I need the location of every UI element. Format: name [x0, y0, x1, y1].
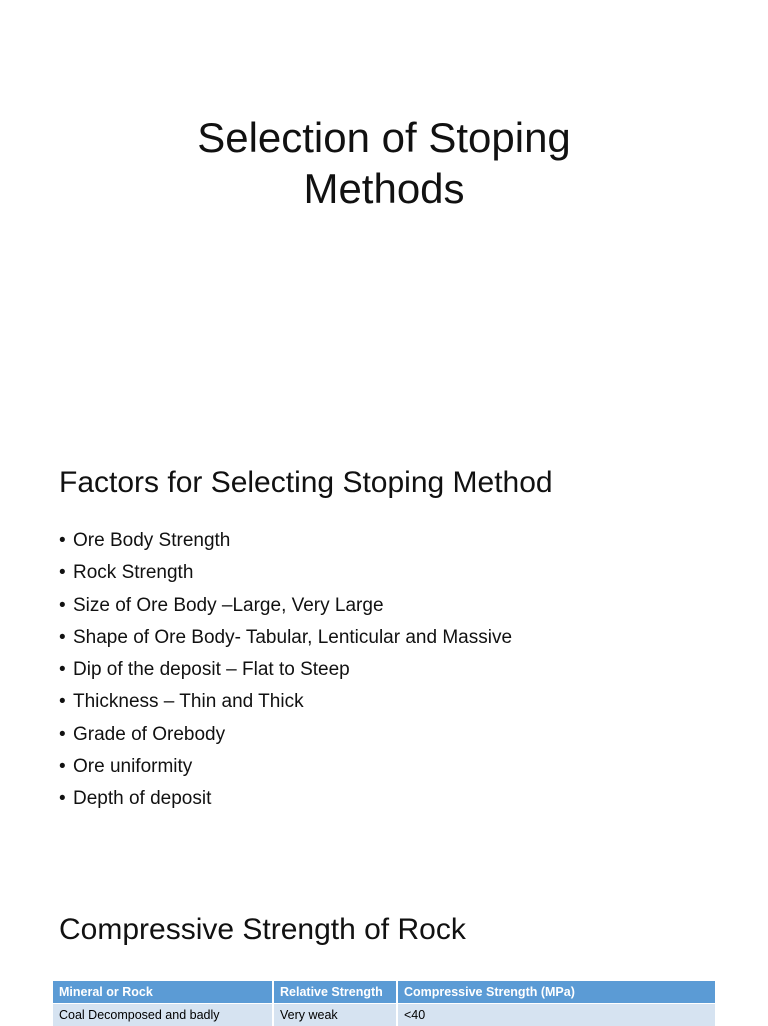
bullet-icon: • [59, 719, 73, 751]
bullet-icon: • [59, 783, 73, 815]
list-item-text: Dip of the deposit – Flat to Steep [73, 659, 350, 680]
bullet-icon: • [59, 686, 73, 718]
column-header-relative-strength: Relative Strength [273, 981, 397, 1004]
list-item [59, 557, 512, 589]
list-item-text: Ore uniformity [73, 756, 192, 777]
table-cell: <40 [397, 1004, 715, 1026]
bullet-icon: • [59, 751, 73, 783]
factors-heading: Factors for Selecting Stoping Method [59, 465, 553, 501]
strength-table [53, 981, 715, 1026]
table-cell: Coal Decomposed and badly [53, 1004, 273, 1026]
factors-list [59, 525, 512, 816]
bullet-icon: • [59, 590, 73, 622]
list-item [59, 525, 512, 557]
list-item-text: Size of Ore Body –Large, Very Large [73, 595, 384, 616]
list-item-text: Thickness – Thin and Thick [73, 691, 304, 712]
list-item-text: Rock Strength [73, 562, 193, 583]
list-item [59, 590, 512, 622]
column-header-mineral: Mineral or Rock [53, 981, 273, 1004]
list-item-text: Ore Body Strength [73, 530, 230, 551]
slide-title-line-1: Selection of Stoping [0, 112, 768, 163]
list-item [59, 654, 512, 686]
list-item [59, 719, 512, 751]
strength-heading: Compressive Strength of Rock [59, 912, 466, 948]
bullet-icon: • [59, 525, 73, 557]
bullet-icon: • [59, 654, 73, 686]
table-row [53, 1004, 715, 1026]
list-item [59, 751, 512, 783]
slide-title-line-2: Methods [0, 163, 768, 214]
bullet-icon: • [59, 557, 73, 589]
table-header-row [53, 981, 715, 1004]
slide-title [0, 112, 768, 214]
bullet-icon: • [59, 622, 73, 654]
table-cell: Very weak [273, 1004, 397, 1026]
list-item [59, 622, 512, 654]
list-item [59, 686, 512, 718]
list-item-text: Grade of Orebody [73, 724, 225, 745]
list-item [59, 783, 512, 815]
column-header-compressive-strength: Compressive Strength (MPa) [397, 981, 715, 1004]
list-item-text: Shape of Ore Body- Tabular, Lenticular and Massive [73, 627, 512, 648]
list-item-text: Depth of deposit [73, 788, 211, 809]
